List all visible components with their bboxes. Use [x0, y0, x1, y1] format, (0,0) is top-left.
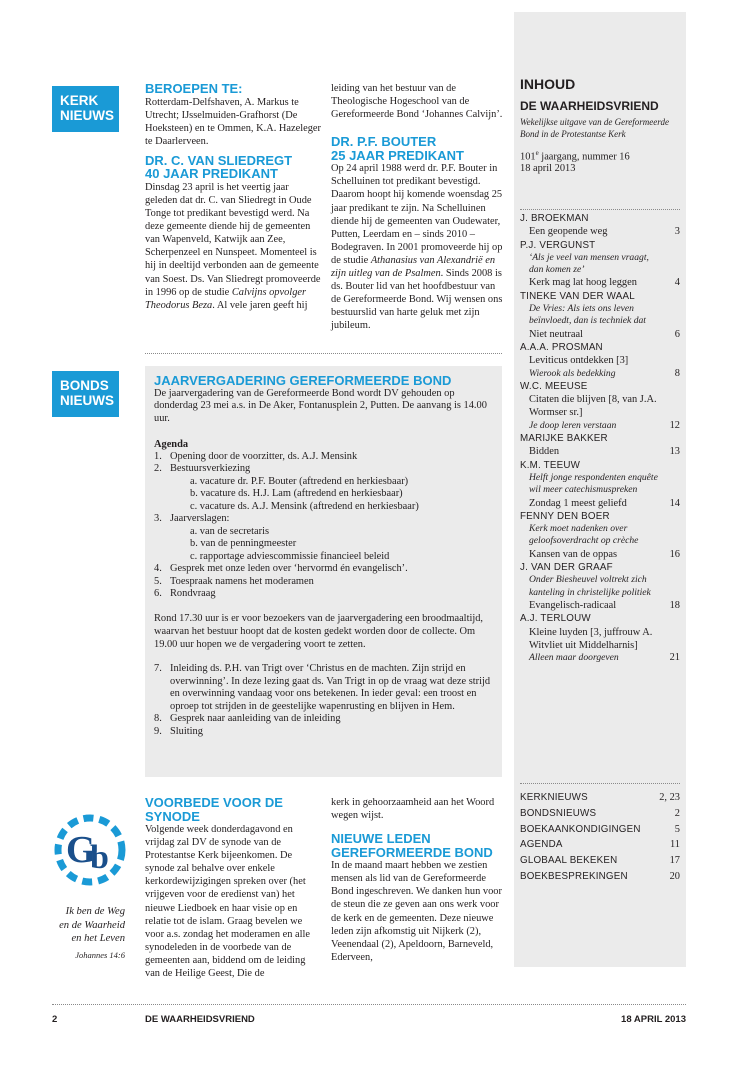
toc-entry: [520, 225, 680, 238]
toc-entry-text: Citaten die blijven [8, van J.A. Wormser sr.]: [529, 394, 657, 419]
toc-entry-text: Kerk mag lat hoog leggen: [529, 277, 637, 289]
agenda-item-number: 8.: [154, 713, 162, 725]
toc-entry: [520, 212, 680, 225]
quote-line-3: en het Leven: [71, 933, 125, 944]
section-page: 5: [674, 823, 680, 835]
agenda-item: [154, 501, 494, 514]
toc-entry: [520, 432, 680, 445]
agenda-item: [154, 663, 494, 713]
toc-entry-text: MARIJKE BAKKER: [520, 433, 608, 445]
kerk-nieuws-label: [52, 86, 119, 132]
toc-divider-2: [520, 783, 680, 784]
toc-entry: [520, 523, 680, 548]
agenda-title: Agenda: [154, 438, 189, 450]
section-name: AGENDA: [520, 839, 563, 851]
agenda-item-text: Jaarverslagen:: [170, 513, 230, 525]
sliedregt-body-text: Dinsdag 23 april is het veertig jaar geleden dat dr. C. van Sliedregt in Oude Tonge tot predikant bevestigd werd. Na deze gemeente diende hij de gemeenten van Wapenveld, Katwijk aan Zee, Scherpenzeel en Nunspeet. Momenteel is hij in deeltijd verbonden aan de gemeente van Soest. Ds. Van Sliedregt promoveerde in 1996 op de studie: [145, 181, 321, 298]
toc-entry-text: Kleine luyden [3, juffrouw A. Witvliet uit Middelharnis]: [529, 626, 653, 651]
agenda-item-number: 1.: [154, 450, 162, 462]
toc-entry-text: J. BROEKMAN: [520, 213, 589, 224]
leden-heading-2: GEREFORMEERDE BOND: [331, 844, 493, 860]
agenda-item-text: Rondvraag: [170, 588, 216, 600]
agenda-item-text: a. vacature dr. P.F. Bouter (aftredend en herkiesbaar): [190, 475, 409, 487]
column-beroepen: [145, 82, 321, 312]
toc-entry-text: Kansen van de oppas: [529, 548, 618, 560]
section-entry: [520, 806, 680, 822]
agenda-item: [154, 713, 494, 726]
toc-entry-text: W.C. MEEUSE: [520, 380, 588, 392]
bonds-nieuws-label: [52, 371, 119, 417]
agenda-item-text: Gesprek met onze leden over ‘hervormd én evangelisch’.: [170, 563, 408, 575]
footer-page-number: 2: [52, 1014, 58, 1025]
jaargang: [520, 149, 680, 162]
section-entry: [520, 790, 680, 806]
kerk-label-line1: KERK: [60, 93, 99, 108]
bouter-heading-2: 25 JAAR PREDIKANT: [331, 147, 464, 163]
inhoud-title: INHOUD: [520, 76, 576, 92]
toc-divider-1: [520, 209, 680, 210]
section-page: 2: [674, 807, 680, 819]
sliedregt-continued: leiding van het bestuur van de Theologische Hogeschool van de Gereformeerde Bond ‘Johannes Calvijn’.: [331, 83, 503, 121]
toc-entry-text: Niet neutraal: [529, 328, 583, 340]
toc-entry: [520, 574, 680, 599]
agenda-item-text: Bestuursverkiezing: [170, 463, 251, 475]
jaargang-num: 101: [520, 151, 536, 163]
leden-body: In de maand maart hebben we zestien mensen als lid van de Gereformeerde Bond ingeschreven. We danken hun voor de steun die ze geven aan ons werk voor de kerk en de gemeenten. Deze nieuwe leden zijn afkomstig uit Nijkerk (2), Veenendaal (2), Apeldoorn, Barneveld, Ederveen,: [331, 860, 502, 963]
toc-entry-text: Bidden: [529, 446, 560, 458]
section-entry: [520, 853, 680, 869]
toc-entry: [520, 561, 680, 574]
agenda-item-text: b. vacature ds. H.J. Lam (aftredend en herkiesbaar): [190, 488, 403, 500]
voorbede-continued: kerk in gehoorzaamheid aan het Woord wegen wijst.: [331, 797, 495, 822]
agenda-item: [154, 563, 494, 576]
toc-entry-text: Zondag 1 meest geliefd: [529, 497, 627, 509]
section-entry: [520, 837, 680, 853]
agenda-item-text: Toespraak namens het moderamen: [170, 575, 314, 587]
toc-entry-text: Wierook als bedekking: [529, 367, 616, 379]
agenda-item-text: c. rapportage adviescommissie financieel beleid: [190, 550, 390, 562]
toc-entry: [520, 393, 680, 420]
gb-logo-icon: [50, 810, 130, 890]
toc-entry: [520, 459, 680, 472]
agenda-item-number: 2.: [154, 463, 162, 475]
jaargang-sup: e: [535, 149, 539, 157]
gb-logo: [50, 810, 130, 890]
toc-entry: [520, 612, 680, 625]
column-nieuwe-leden: [331, 796, 503, 964]
footer-divider: [52, 1004, 686, 1005]
svg-text:b: b: [90, 839, 109, 876]
jaarvergadering-box: [145, 366, 502, 777]
magazine-subtitle: Wekelijkse uitgave van de Gereformeerde Bond in de Protestantse Kerk: [520, 117, 669, 139]
agenda-item: [154, 538, 494, 551]
agenda-item: [154, 463, 494, 476]
section-name: GLOBAAL BEKEKEN: [520, 855, 618, 867]
sliedregt-heading-2: 40 JAAR PREDIKANT: [145, 166, 278, 182]
beroepen-heading: BEROEPEN TE:: [145, 81, 243, 96]
toc-entry-page: 6: [674, 328, 680, 340]
toc-entry-page: 14: [669, 497, 680, 509]
toc-entry-text: Evangelisch-radicaal: [529, 599, 617, 611]
agenda-item-number: 4.: [154, 563, 162, 575]
jaargang-text: jaargang, nummer 16: [538, 151, 630, 163]
toc-entry: [520, 548, 680, 561]
toc-entry: [520, 252, 680, 277]
footer-date: 18 APRIL 2013: [621, 1014, 686, 1025]
toc-entry: [520, 341, 680, 354]
toc-entry-page: 8: [674, 367, 680, 379]
toc-entry: [520, 497, 680, 510]
agenda-item-text: a. van de secretaris: [190, 525, 270, 537]
toc-entry-page: 21: [669, 652, 680, 664]
toc-entry-text: J. VAN DER GRAAF: [520, 562, 613, 574]
toc-entry-text: Een geopende weg: [529, 226, 608, 238]
agenda-item-number: 6.: [154, 588, 162, 600]
jaarvergadering-heading: JAARVERGADERING GEREFORMEERDE BOND: [154, 373, 452, 388]
bonds-label-line2: NIEUWS: [60, 393, 114, 408]
sliedregt-heading-1: DR. C. VAN SLIEDREGT: [145, 152, 293, 168]
agenda-item-text: Opening door de voorzitter, ds. A.J. Mensink: [170, 450, 358, 462]
section-entry: [520, 822, 680, 838]
toc-list: [520, 212, 680, 664]
quote-reference: Johannes 14:6: [75, 949, 125, 960]
magazine-name: DE WAARHEIDSVRIEND: [520, 99, 659, 113]
inhoud-sidebar: [514, 12, 686, 967]
agenda-item: [154, 513, 494, 526]
agenda-item-text: Gesprek naar aanleiding van de inleiding: [170, 713, 341, 725]
sliedregt-study-title: Calvijns opvolger Theodorus Beza: [145, 286, 307, 311]
sliedregt-body-end: . Al vele jaren geeft hij: [212, 299, 308, 311]
toc-entry-page: 16: [669, 548, 680, 560]
section-entry: [520, 869, 680, 885]
toc-entry-text: K.M. TEEUW: [520, 459, 581, 471]
toc-entry: [520, 290, 680, 303]
agenda-list: [154, 451, 494, 601]
section-name: KERKNIEUWS: [520, 792, 588, 803]
footer-magazine: DE WAARHEIDSVRIEND: [145, 1014, 255, 1025]
section-page: 20: [669, 870, 680, 882]
agenda-item: [154, 576, 494, 589]
toc-entry: [520, 445, 680, 458]
toc-entry: [520, 354, 680, 367]
agenda-item-number: 5.: [154, 575, 162, 587]
toc-entry: [520, 328, 680, 341]
toc-entry: [520, 510, 680, 523]
bouter-study-title: Athanasius van Alexandrië en zijn uitleg van de Psalmen: [331, 254, 496, 280]
agenda-item: [154, 726, 494, 739]
bouter-body-text: Op 24 april 1988 werd dr. P.F. Bouter in Schelluinen tot predikant bevestigd. Daarom hoopt hij komende woensdag 25 jaar predikant te zijn. Na Schelluinen diende hij de gemeenten van Oudewater, Putten, Leerdam en – sinds 2010 – Bodegraven. In 2001 promoveerde hij op de studie: [331, 163, 503, 266]
agenda-item: [154, 476, 494, 489]
agenda-item-number: 9.: [154, 725, 162, 737]
bouter-body-end: . Sinds 2008 is ds. Bouter lid van het hoofdbestuur van de Gereformeerde Bond. Wij wensen ons bestuurslid van harte geluk met zijn jubileum.: [331, 268, 503, 332]
toc-entry-text: TINEKE VAN DER WAAL: [520, 290, 635, 302]
toc-entry: [520, 380, 680, 393]
toc-entry-text: Kerk moet nadenken over geloofsoverdracht op crèche: [529, 523, 639, 547]
toc-entry-text: FENNY DEN BOER: [520, 510, 610, 522]
agenda-item-text: c. vacature ds. A.J. Mensink (aftredend en herkiesbaar): [190, 500, 419, 512]
toc-entry-text: A.A.A. PROSMAN: [520, 341, 603, 353]
agenda-item-number: 7.: [154, 663, 162, 675]
beroepen-body: Rotterdam-Delfshaven, A. Markus te Utrecht; IJsselmuiden-Grafhorst (De Hoeksteen) en te Ommen, K.A. Hazeleger te Daarlerveen.: [145, 96, 321, 147]
divider-top: [145, 353, 502, 354]
voorbede-body: Volgende week donderdagavond en vrijdag zal DV de synode van de Protestantse Kerk bijeenkomen. De synode zal behalve over enkele kerkordewijzigingen spreken over (het vrijgeven voor de eredienst van) het nieuwe Liedboek en haar visie op en relatie tot de islam. Graag bevelen we voor a.s. zondag het moderamen en alle synodeleden in de voorbede van de gemeenten aan, biddend om de leiding van de Heilige Geest, Die de: [145, 824, 311, 980]
leden-heading-1: NIEUWE LEDEN: [331, 831, 431, 847]
toc-entry-page: 4: [674, 277, 680, 289]
toc-entry: [520, 599, 680, 612]
section-name: BOEKBESPREKINGEN: [520, 870, 628, 882]
toc-entry: [520, 652, 680, 664]
agenda-item: [154, 526, 494, 539]
quote-line-2: en de Waarheid: [59, 919, 125, 931]
jaarvergadering-intro: De jaarvergadering van de Gereformeerde Bond wordt DV gehouden op donderdag 23 mei a.s. in De Aker, Fontanusplein 2, Putten. De aanvang is 14.00 uur.: [154, 387, 487, 425]
kerk-label-line2: NIEUWS: [60, 108, 114, 123]
toc-entry-text: ‘Als je veel van mensen vraagt, dan komen ze’: [529, 251, 649, 276]
voorbede-heading: VOORBEDE VOOR DE SYNODE: [145, 795, 283, 824]
toc-entry-page: 18: [669, 599, 680, 611]
logo-quote: [40, 905, 125, 962]
section-page: 17: [669, 855, 680, 867]
svg-text:G: G: [66, 829, 96, 871]
toc-entry-text: De Vries: Als iets ons leven beïnvloedt, dan is techniek dat: [529, 303, 646, 327]
toc-entry-text: Leviticus ontdekken [3]: [529, 355, 629, 367]
toc-entry-text: Helft jonge respondenten enquête wil meer catechismuspreken: [529, 471, 658, 496]
issue-date: 18 april 2013: [520, 163, 576, 175]
toc-entry: [520, 420, 680, 432]
toc-entry-page: 13: [669, 446, 680, 458]
toc-entry-text: A.J. TERLOUW: [520, 613, 591, 625]
section-name: BOEKAANKONDIGINGEN: [520, 823, 641, 835]
section-page: 11: [669, 839, 680, 851]
agenda-item-number: 3.: [154, 513, 162, 525]
toc-entry-text: Alleen maar doorgeven: [529, 652, 619, 664]
section-name: BONDSNIEUWS: [520, 807, 597, 819]
agenda-item-text: Sluiting: [170, 725, 203, 737]
toc-entry: [520, 303, 680, 328]
toc-entry: [520, 368, 680, 380]
bonds-label-line1: BONDS: [60, 378, 109, 393]
bouter-body: [331, 162, 503, 332]
agenda-item-text: b. van de penningmeester: [190, 538, 297, 550]
toc-entry: [520, 276, 680, 289]
toc-entry: [520, 472, 680, 497]
section-list: [520, 790, 680, 885]
column-bouter: [331, 82, 503, 333]
agenda-item: [154, 488, 494, 501]
jaarvergadering-middle: Rond 17.30 uur is er voor bezoekers van de jaarvergadering een broodmaaltijd, waarvan het bestuur hoopt dat de kosten gedekt worden door de collecte. Om 19.00 uur hopen we de vergadering voort te zetten.: [154, 612, 484, 650]
column-voorbede: [145, 796, 321, 980]
agenda-item: [154, 588, 494, 601]
section-page: 2, 23: [659, 792, 680, 803]
agenda-item-text: Inleiding ds. P.H. van Trigt over ‘Christus en de machten. Zijn strijd en overwinning’. In deze lezing gaat ds. Van Trigt in op de vraag wat deze strijd en overwinning vandaag voor ons betekenen. In ieder geval: een troost en oproep tot strijden in de geestelijke wapenrusting en blijven in Hem.: [170, 663, 491, 712]
quote-line-1: Ik ben de Weg: [65, 906, 125, 917]
toc-entry: [520, 239, 680, 252]
toc-entry-text: Onder Biesheuvel voltrekt zich kanteling in christelijke politiek: [529, 574, 651, 598]
agenda-item: [154, 451, 494, 464]
sliedregt-body: [145, 181, 321, 312]
agenda-list-2: [154, 663, 494, 738]
toc-entry-page: 3: [674, 226, 680, 238]
toc-entry-page: 12: [669, 419, 680, 431]
toc-entry: [520, 626, 680, 653]
toc-entry-text: Je doop leren verstaan: [529, 419, 617, 431]
toc-entry-text: P.J. VERGUNST: [520, 239, 596, 251]
bouter-heading-1: DR. P.F. BOUTER: [331, 134, 437, 150]
agenda-item: [154, 551, 494, 564]
